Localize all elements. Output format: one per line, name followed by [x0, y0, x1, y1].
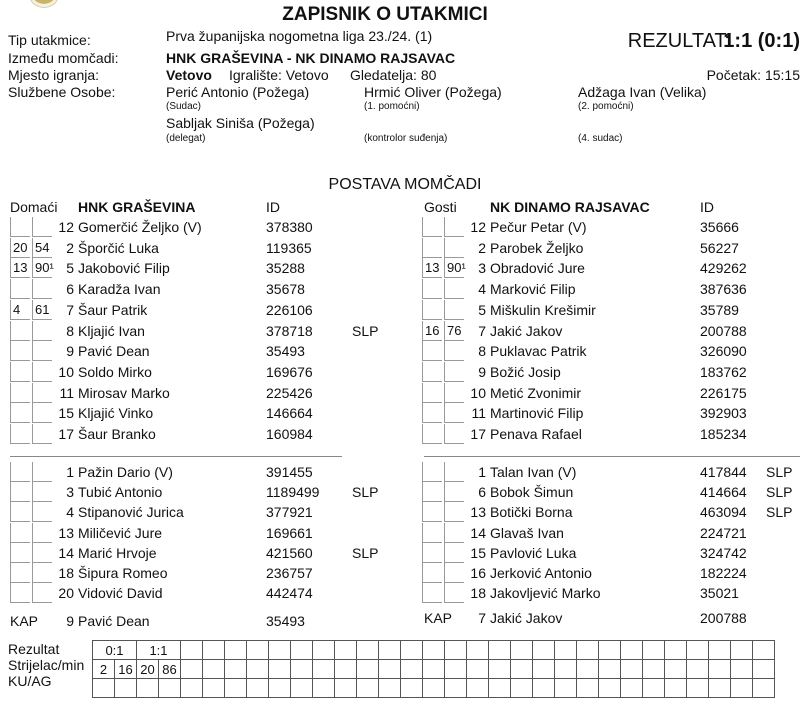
player-number: 1	[66, 464, 74, 480]
empty-cell	[599, 660, 621, 679]
goals-scorer-label: Strijelac/min	[8, 657, 85, 673]
empty-cell	[731, 641, 753, 660]
sub-box	[422, 523, 442, 543]
player-name: Soldo Mirko	[78, 363, 152, 380]
sub-in-number: 13	[422, 258, 442, 278]
player-id: 326090	[700, 343, 747, 360]
empty-cell	[357, 679, 379, 698]
player-number: 12	[58, 219, 74, 235]
player-id: 35493	[266, 343, 305, 360]
player-name: Parobek Željko	[490, 239, 584, 256]
player-name: Talan Ivan (V)	[490, 464, 577, 480]
sub-in-number: 4	[10, 300, 30, 320]
sub-box	[10, 462, 30, 482]
player-name: Jakobović Filip	[78, 260, 170, 277]
player-name: Tubić Antonio	[78, 484, 163, 501]
empty-cell	[731, 679, 753, 698]
player-id: 417844	[700, 464, 747, 480]
player-number: 3	[478, 260, 486, 277]
empty-cell	[643, 660, 665, 679]
player-id: 119365	[266, 239, 312, 256]
empty-cell	[401, 679, 423, 698]
sub-box	[10, 583, 30, 603]
player-id: 442474	[266, 585, 313, 602]
sub-in-number	[422, 238, 442, 258]
player-number: 8	[478, 343, 486, 360]
player-name: Stipanović Jurica	[78, 504, 184, 521]
goals-row	[93, 641, 775, 660]
empty-cell	[533, 641, 555, 660]
player-number: 2	[478, 239, 486, 256]
player-name: Penava Rafael	[490, 426, 582, 442]
player-number: 17	[58, 426, 74, 442]
empty-cell	[181, 679, 203, 698]
player-number: 13	[58, 524, 74, 541]
empty-cell	[203, 679, 225, 698]
sub-minute: 90¹	[444, 258, 464, 278]
sub-box	[422, 462, 442, 482]
pitch-value: Igralište: Vetovo	[229, 67, 329, 83]
empty-cell	[533, 679, 555, 698]
empty-cell	[291, 641, 313, 660]
player-id: 200788	[700, 322, 747, 339]
venue-label: Mjesto igranja:	[8, 67, 100, 83]
empty-cell	[511, 679, 533, 698]
official-name: Perić Antonio (Požega)	[166, 84, 310, 100]
sub-in-number	[10, 403, 30, 423]
player-id: 225426	[266, 384, 313, 401]
divider	[424, 456, 800, 457]
sub-minute: 76	[444, 321, 464, 341]
sub-in-number	[422, 300, 442, 320]
player-id: 1189499	[266, 484, 320, 501]
empty-cell	[753, 679, 775, 698]
player-number: 4	[66, 504, 74, 521]
empty-cell	[621, 641, 643, 660]
empty-cell	[335, 641, 357, 660]
player-number: 13	[470, 504, 486, 521]
player-id: 146664	[266, 405, 313, 422]
document-title: ZAPISNIK O UTAKMICI	[282, 4, 488, 25]
away-side-label: Gosti	[424, 199, 457, 215]
player-name: Miličević Jure	[78, 524, 163, 541]
empty-cell	[269, 679, 291, 698]
player-id: 414664	[700, 484, 747, 501]
empty-cell	[291, 660, 313, 679]
player-number: 10	[470, 384, 486, 401]
empty-cell	[335, 679, 357, 698]
player-name: Šaur Patrik	[78, 301, 148, 318]
empty-cell	[379, 641, 401, 660]
player-number: 7	[478, 322, 486, 339]
player-number: 15	[470, 544, 486, 561]
empty-cell	[621, 660, 643, 679]
player-name: Šipura Romeo	[78, 565, 168, 581]
player-id: 324742	[700, 544, 747, 561]
goals-result-label: Rezultat	[8, 641, 60, 657]
goal-scorer-cell: 16	[115, 660, 137, 679]
player-name: Marković Filip	[490, 281, 576, 298]
official-role: (2. pomoćni)	[578, 101, 634, 112]
empty-cell	[555, 641, 577, 660]
empty-cell	[181, 660, 203, 679]
player-name: Marić Hrvoje	[78, 544, 157, 561]
player-name: Glavaš Ivan	[490, 524, 564, 541]
sub-in-number	[10, 217, 30, 237]
official-name: Sabljak Siniša (Požega)	[166, 115, 315, 131]
home-captain-id: 35493	[266, 613, 305, 629]
empty-cell	[401, 660, 423, 679]
player-id: 160984	[266, 426, 313, 442]
empty-cell	[555, 679, 577, 698]
player-number: 18	[58, 565, 74, 581]
sub-in-number	[10, 321, 30, 341]
goals-ku-ag-label: KU/AG	[8, 673, 52, 689]
empty-cell	[225, 641, 247, 660]
empty-cell	[577, 660, 599, 679]
sub-minute: 54	[32, 238, 52, 258]
sub-in-number	[422, 383, 442, 403]
empty-cell	[357, 641, 379, 660]
official-role: (delegat)	[166, 133, 206, 144]
empty-cell	[225, 679, 247, 698]
player-number: 6	[66, 281, 74, 298]
match-type-label: Tip utakmice:	[8, 32, 91, 48]
away-captain-name: Jakić Jakov	[490, 610, 563, 626]
player-name: Šaur Branko	[78, 426, 156, 442]
player-number: 15	[58, 405, 74, 422]
player-id: 421560	[266, 544, 313, 561]
player-id: 236757	[266, 565, 313, 581]
sub-box	[422, 502, 442, 522]
player-name: Puklavac Patrik	[490, 343, 587, 360]
empty-cell	[225, 660, 247, 679]
empty-cell	[401, 641, 423, 660]
player-number: 8	[66, 322, 74, 339]
player-number: 18	[470, 585, 486, 602]
player-id: 35789	[700, 301, 739, 318]
player-id: 377921	[266, 504, 313, 521]
start-time: Početak: 15:15	[706, 67, 800, 83]
home-team-name: HNK GRAŠEVINA	[78, 199, 196, 215]
player-number: 5	[66, 260, 74, 277]
player-id: 35666	[700, 219, 739, 235]
player-number: 20	[58, 585, 74, 602]
empty-cell	[313, 641, 335, 660]
sub-minute: 61	[32, 300, 52, 320]
player-name: Jerković Antonio	[490, 565, 592, 581]
player-name: Pažin Dario (V)	[78, 464, 173, 480]
player-id: 429262	[700, 260, 747, 277]
sub-box	[10, 543, 30, 563]
match-teams: HNK GRAŠEVINA - NK DINAMO RAJSAVAC	[166, 50, 456, 66]
player-note: SLP	[352, 544, 379, 561]
player-id: 391455	[266, 464, 313, 480]
player-id: 226106	[266, 301, 313, 318]
player-note: SLP	[352, 484, 379, 501]
player-id: 226175	[700, 384, 747, 401]
empty-cell	[467, 641, 489, 660]
player-note: SLP	[766, 464, 793, 480]
player-id: 35678	[266, 281, 305, 298]
empty-cell	[599, 641, 621, 660]
sub-in-number	[422, 279, 442, 299]
official-role: (4. sudac)	[578, 133, 623, 144]
empty-cell	[291, 679, 313, 698]
player-number: 16	[470, 565, 486, 581]
result-value: 1:1 (0:1)	[723, 30, 800, 52]
player-number: 6	[478, 484, 486, 501]
empty-cell	[511, 660, 533, 679]
empty-cell	[379, 660, 401, 679]
player-name: Jakić Jakov	[490, 322, 563, 339]
empty-cell	[643, 641, 665, 660]
player-number: 9	[66, 343, 74, 360]
sub-box	[422, 543, 442, 563]
sub-in-number	[10, 383, 30, 403]
player-id: 392903	[700, 405, 747, 422]
player-number: 12	[470, 219, 486, 235]
league-name: Prva županijska nogometna liga 23./24. (1)	[166, 28, 433, 44]
divider	[10, 456, 342, 457]
empty-cell	[621, 679, 643, 698]
official-name: Hrmić Oliver (Požega)	[364, 84, 502, 100]
empty-cell	[489, 660, 511, 679]
sub-in-number	[422, 362, 442, 382]
lineup-title: POSTAVA MOMČADI	[328, 176, 482, 193]
empty-cell	[137, 679, 159, 698]
player-name: Vidović David	[78, 585, 163, 602]
empty-cell	[489, 641, 511, 660]
sub-in-number: 20	[10, 238, 30, 258]
sub-box	[422, 563, 442, 583]
player-number: 1	[478, 464, 486, 480]
player-number: 4	[478, 281, 486, 298]
player-name: Šporčić Luka	[78, 239, 159, 256]
sub-in-number	[422, 341, 442, 361]
player-name: Mirosav Marko	[78, 384, 170, 401]
empty-cell	[555, 660, 577, 679]
player-name: Jakovljević Marko	[490, 585, 601, 602]
empty-cell	[445, 641, 467, 660]
player-name: Pavlović Luka	[490, 544, 577, 561]
empty-cell	[709, 660, 731, 679]
player-note: SLP	[352, 322, 379, 339]
empty-cell	[533, 660, 555, 679]
empty-cell	[489, 679, 511, 698]
player-id: 169676	[266, 363, 313, 380]
empty-cell	[665, 641, 687, 660]
empty-cell	[159, 679, 181, 698]
empty-cell	[379, 679, 401, 698]
empty-cell	[423, 660, 445, 679]
player-note: SLP	[766, 484, 793, 501]
player-number: 3	[66, 484, 74, 501]
official-role: (Sudac)	[166, 101, 202, 112]
empty-cell	[313, 660, 335, 679]
sub-in-number: 13	[10, 258, 30, 278]
empty-cell	[93, 679, 115, 698]
spectators-value: Gledatelja: 80	[350, 67, 437, 83]
player-number: 5	[478, 301, 486, 318]
empty-cell	[577, 679, 599, 698]
sub-in-number	[422, 403, 442, 423]
sub-box	[10, 523, 30, 543]
empty-cell	[511, 641, 533, 660]
teams-label: Između momčadi:	[8, 50, 119, 66]
player-name: Gomerčić Željko (V)	[78, 219, 202, 235]
sub-in-number	[10, 279, 30, 299]
player-id: 182224	[700, 565, 747, 581]
empty-cell	[577, 641, 599, 660]
empty-cell	[423, 679, 445, 698]
empty-cell	[445, 660, 467, 679]
empty-cell	[423, 641, 445, 660]
player-number: 11	[471, 405, 486, 422]
empty-cell	[709, 641, 731, 660]
player-id: 378718	[266, 322, 313, 339]
player-name: Karadža Ivan	[78, 281, 161, 298]
empty-cell	[445, 679, 467, 698]
player-number: 11	[59, 384, 74, 401]
player-number: 14	[470, 524, 486, 541]
player-id: 169661	[266, 524, 313, 541]
player-number: 7	[66, 301, 74, 318]
sub-minute: 90¹	[32, 258, 52, 278]
player-name: Obradović Jure	[490, 260, 585, 277]
result-label: REZULTAT:	[627, 30, 730, 52]
player-name: Kljajić Vinko	[78, 405, 154, 422]
player-id: 185234	[700, 426, 747, 442]
goals-row	[93, 660, 775, 679]
sub-in-number	[10, 362, 30, 382]
empty-cell	[665, 660, 687, 679]
player-id: 387636	[700, 281, 747, 298]
home-id-header: ID	[266, 199, 280, 215]
empty-cell	[731, 660, 753, 679]
officials-label: Službene Osobe:	[8, 84, 116, 100]
player-id: 463094	[700, 504, 747, 521]
home-captain-number: 9	[66, 613, 74, 629]
player-number: 10	[58, 363, 74, 380]
goal-scorer-cell: 86	[159, 660, 181, 679]
player-id: 224721	[700, 524, 747, 541]
goal-result-cell: 0:1	[93, 641, 137, 660]
sub-in-number: 16	[422, 321, 442, 341]
player-name: Pavić Dean	[78, 343, 150, 360]
empty-cell	[247, 679, 269, 698]
player-id: 35021	[700, 585, 739, 602]
home-side-label: Domaći	[10, 199, 58, 215]
player-id: 56227	[700, 239, 739, 256]
empty-cell	[753, 641, 775, 660]
sub-in-number	[10, 341, 30, 361]
player-name: Kljajić Ivan	[78, 322, 145, 339]
player-id: 35288	[266, 260, 305, 277]
goals-table	[92, 640, 775, 698]
empty-cell	[247, 660, 269, 679]
player-name: Miškulin Krešimir	[490, 301, 596, 318]
player-name: Pečur Petar (V)	[490, 219, 587, 235]
player-number: 9	[478, 363, 486, 380]
official-name: Adžaga Ivan (Velika)	[578, 84, 707, 100]
player-name: Metić Zvonimir	[490, 384, 582, 401]
empty-cell	[643, 679, 665, 698]
sub-box	[422, 482, 442, 502]
empty-cell	[687, 641, 709, 660]
venue-value: Vetovo	[166, 67, 212, 83]
away-captain-id: 200788	[700, 610, 747, 626]
player-note: SLP	[766, 504, 793, 521]
goal-result-cell: 1:1	[137, 641, 181, 660]
player-name: Botički Borna	[490, 504, 573, 521]
empty-cell	[709, 679, 731, 698]
empty-cell	[687, 660, 709, 679]
empty-cell	[203, 660, 225, 679]
empty-cell	[269, 660, 291, 679]
empty-cell	[599, 679, 621, 698]
sub-in-number	[422, 424, 442, 444]
empty-cell	[467, 660, 489, 679]
official-role: (1. pomoćni)	[364, 101, 420, 112]
official-role: (kontrolor suđenja)	[364, 133, 448, 144]
empty-cell	[181, 641, 203, 660]
player-name: Martinović Filip	[490, 405, 584, 422]
empty-cell	[467, 679, 489, 698]
empty-cell	[753, 660, 775, 679]
player-number: 14	[58, 544, 74, 561]
player-id: 183762	[700, 363, 747, 380]
sub-box	[10, 563, 30, 583]
goal-scorer-cell: 2	[93, 660, 115, 679]
empty-cell	[203, 641, 225, 660]
empty-cell	[665, 679, 687, 698]
player-number: 17	[470, 426, 486, 442]
player-number: 2	[66, 239, 74, 256]
away-id-header: ID	[700, 199, 714, 215]
goal-scorer-cell: 20	[137, 660, 159, 679]
empty-cell	[313, 679, 335, 698]
sub-box	[10, 502, 30, 522]
goals-row	[93, 679, 775, 698]
sub-box	[10, 482, 30, 502]
sub-in-number	[10, 424, 30, 444]
away-captain-label: KAP	[424, 610, 453, 626]
empty-cell	[115, 679, 137, 698]
empty-cell	[247, 641, 269, 660]
player-id: 378380	[266, 219, 313, 235]
sub-box	[422, 583, 442, 603]
empty-cell	[357, 660, 379, 679]
home-captain-label: KAP	[10, 613, 39, 629]
empty-cell	[687, 679, 709, 698]
empty-cell	[335, 660, 357, 679]
away-captain-number: 7	[478, 610, 486, 626]
player-name: Bobok Šimun	[490, 484, 574, 501]
empty-cell	[269, 641, 291, 660]
away-team-name: NK DINAMO RAJSAVAC	[490, 199, 650, 215]
home-captain-name: Pavić Dean	[78, 613, 150, 629]
sub-in-number	[422, 217, 442, 237]
player-name: Božić Josip	[490, 363, 561, 380]
